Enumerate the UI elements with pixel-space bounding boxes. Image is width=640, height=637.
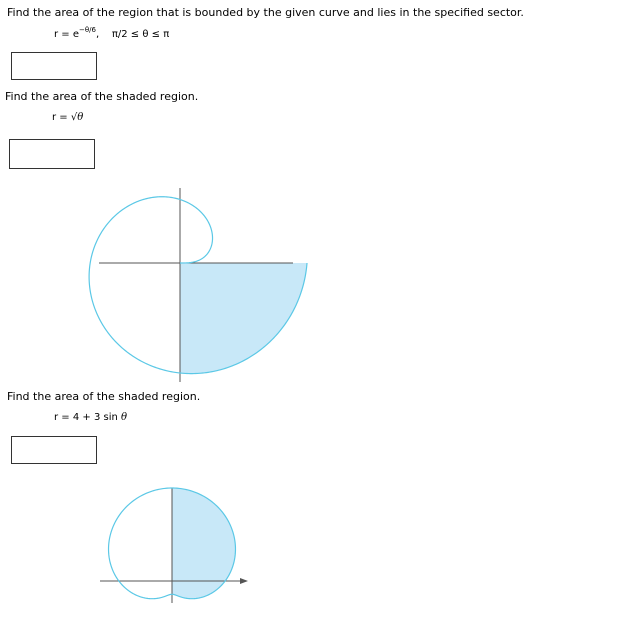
problem-2-spiral-curve (89, 197, 307, 374)
problem-2-equation (52, 112, 83, 123)
problem-1-answer-input[interactable] (11, 52, 97, 80)
problem-3-equation-lhs: r = 4 + 3 sin (54, 412, 121, 423)
problem-3-x-axis-arrow (240, 578, 248, 584)
problem-1-prompt: Find the area of the region that is bounded by the given curve and lies in the specified sector. (7, 6, 524, 19)
problem-1-equation-lhs: r = e (54, 29, 79, 40)
problem-3-equation (54, 412, 127, 423)
problem-2-answer-input[interactable] (9, 139, 95, 169)
problem-2-equation-rhs: √θ (70, 112, 84, 123)
problem-3-limacon-curve (109, 488, 236, 599)
problem-3-answer-input[interactable] (11, 436, 97, 464)
problem-3-prompt: Find the area of the shaded region. (7, 390, 201, 403)
problem-1-equation-exponent: −θ/6 (79, 26, 96, 34)
problem-2-equation-lhs: r = (52, 112, 71, 123)
problem-2-prompt: Find the area of the shaded region. (5, 90, 199, 103)
problem-1-equation (54, 26, 170, 40)
problem-1-equation-separator: , (95, 29, 100, 40)
problem-3-equation-var: θ (121, 412, 128, 423)
problem-3-shaded-region (172, 488, 235, 599)
problem-1-sector: π/2 ≤ θ ≤ π (111, 29, 170, 40)
problem-2-shaded-region (180, 263, 307, 374)
